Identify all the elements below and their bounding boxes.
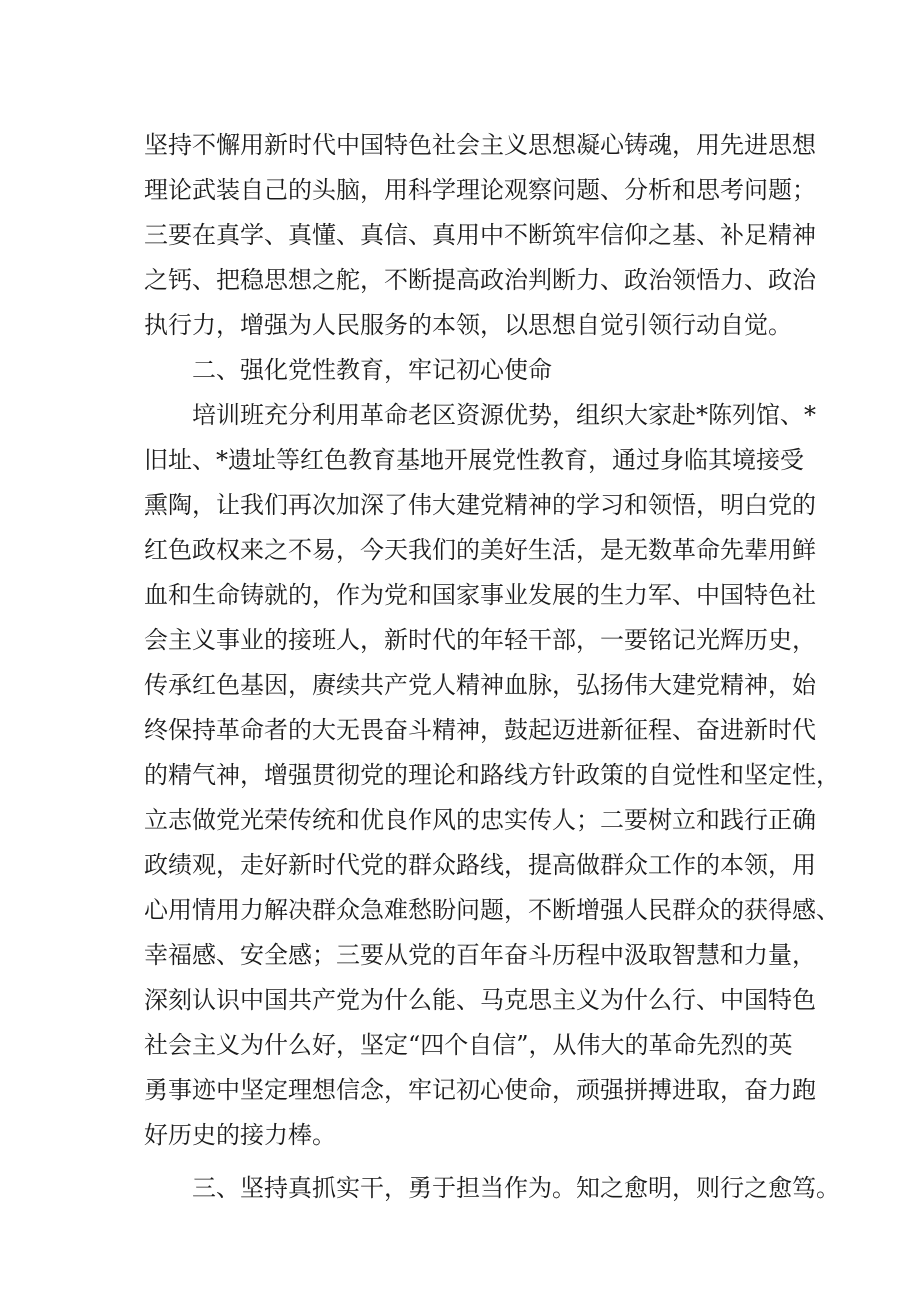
text-line: 立志做党光荣传统和优良作风的忠实传人；二要树立和践行正确 xyxy=(144,806,816,834)
text-line: 心用情用力解决群众急难愁盼问题，不断增强人民群众的获得感、 xyxy=(144,896,840,924)
text-line: 深刻认识中国共产党为什么能、马克思主义为什么行、中国特色 xyxy=(144,986,816,1014)
text-line: 之钙、把稳思想之舵，不断提高政治判断力、政治领悟力、政治 xyxy=(144,266,816,294)
section-heading: 三、坚持真抓实干，勇于担当作为。知之愈明，则行之愈笃。 xyxy=(192,1174,840,1202)
document-body xyxy=(144,123,840,1211)
text-line: 的精气神，增强贯彻党的理论和路线方针政策的自觉性和坚定性， xyxy=(144,761,840,789)
text-line: 社会主义为什么好，坚定“四个自信”，从伟大的革命先烈的英 xyxy=(144,1031,793,1059)
text-line: 传承红色基因，赓续共产党人精神血脉，弘扬伟大建党精神，始 xyxy=(144,671,816,699)
text-line: 旧址、*遗址等红色教育基地开展党性教育，通过身临其境接受 xyxy=(144,446,804,474)
text-line: 好历史的接力棒。 xyxy=(144,1121,336,1149)
text-line: 幸福感、安全感；三要从党的百年奋斗历程中汲取智慧和力量， xyxy=(144,941,816,969)
text-line: 血和生命铸就的，作为党和国家事业发展的生力军、中国特色社 xyxy=(144,581,816,609)
text-line: 执行力，增强为人民服务的本领，以思想自觉引领行动自觉。 xyxy=(144,311,792,339)
text-line: 终保持革命者的大无畏奋斗精神，鼓起迈进新征程、奋进新时代 xyxy=(144,716,816,744)
text-line: 政绩观，走好新时代党的群众路线，提高做群众工作的本领，用 xyxy=(144,851,816,879)
text-line: 红色政权来之不易，今天我们的美好生活，是无数革命先辈用鲜 xyxy=(144,536,816,564)
text-line: 勇事迹中坚定理想信念，牢记初心使命，顽强拼搏进取，奋力跑 xyxy=(144,1076,816,1104)
text-line: 熏陶，让我们再次加深了伟大建党精神的学习和领悟，明白党的 xyxy=(144,491,816,519)
text-line: 三要在真学、真懂、真信、真用中不断筑牢信仰之基、补足精神 xyxy=(144,221,816,249)
text-line: 会主义事业的接班人，新时代的年轻干部，一要铭记光辉历史， xyxy=(144,626,816,654)
text-line: 坚持不懈用新时代中国特色社会主义思想凝心铸魂，用先进思想 xyxy=(144,131,816,159)
text-line: 培训班充分利用革命老区资源优势，组织大家赴*陈列馆、* xyxy=(192,401,816,429)
section-heading: 二、强化党性教育，牢记初心使命 xyxy=(192,356,552,384)
text-line: 理论武装自己的头脑，用科学理论观察问题、分析和思考问题； xyxy=(144,176,816,204)
